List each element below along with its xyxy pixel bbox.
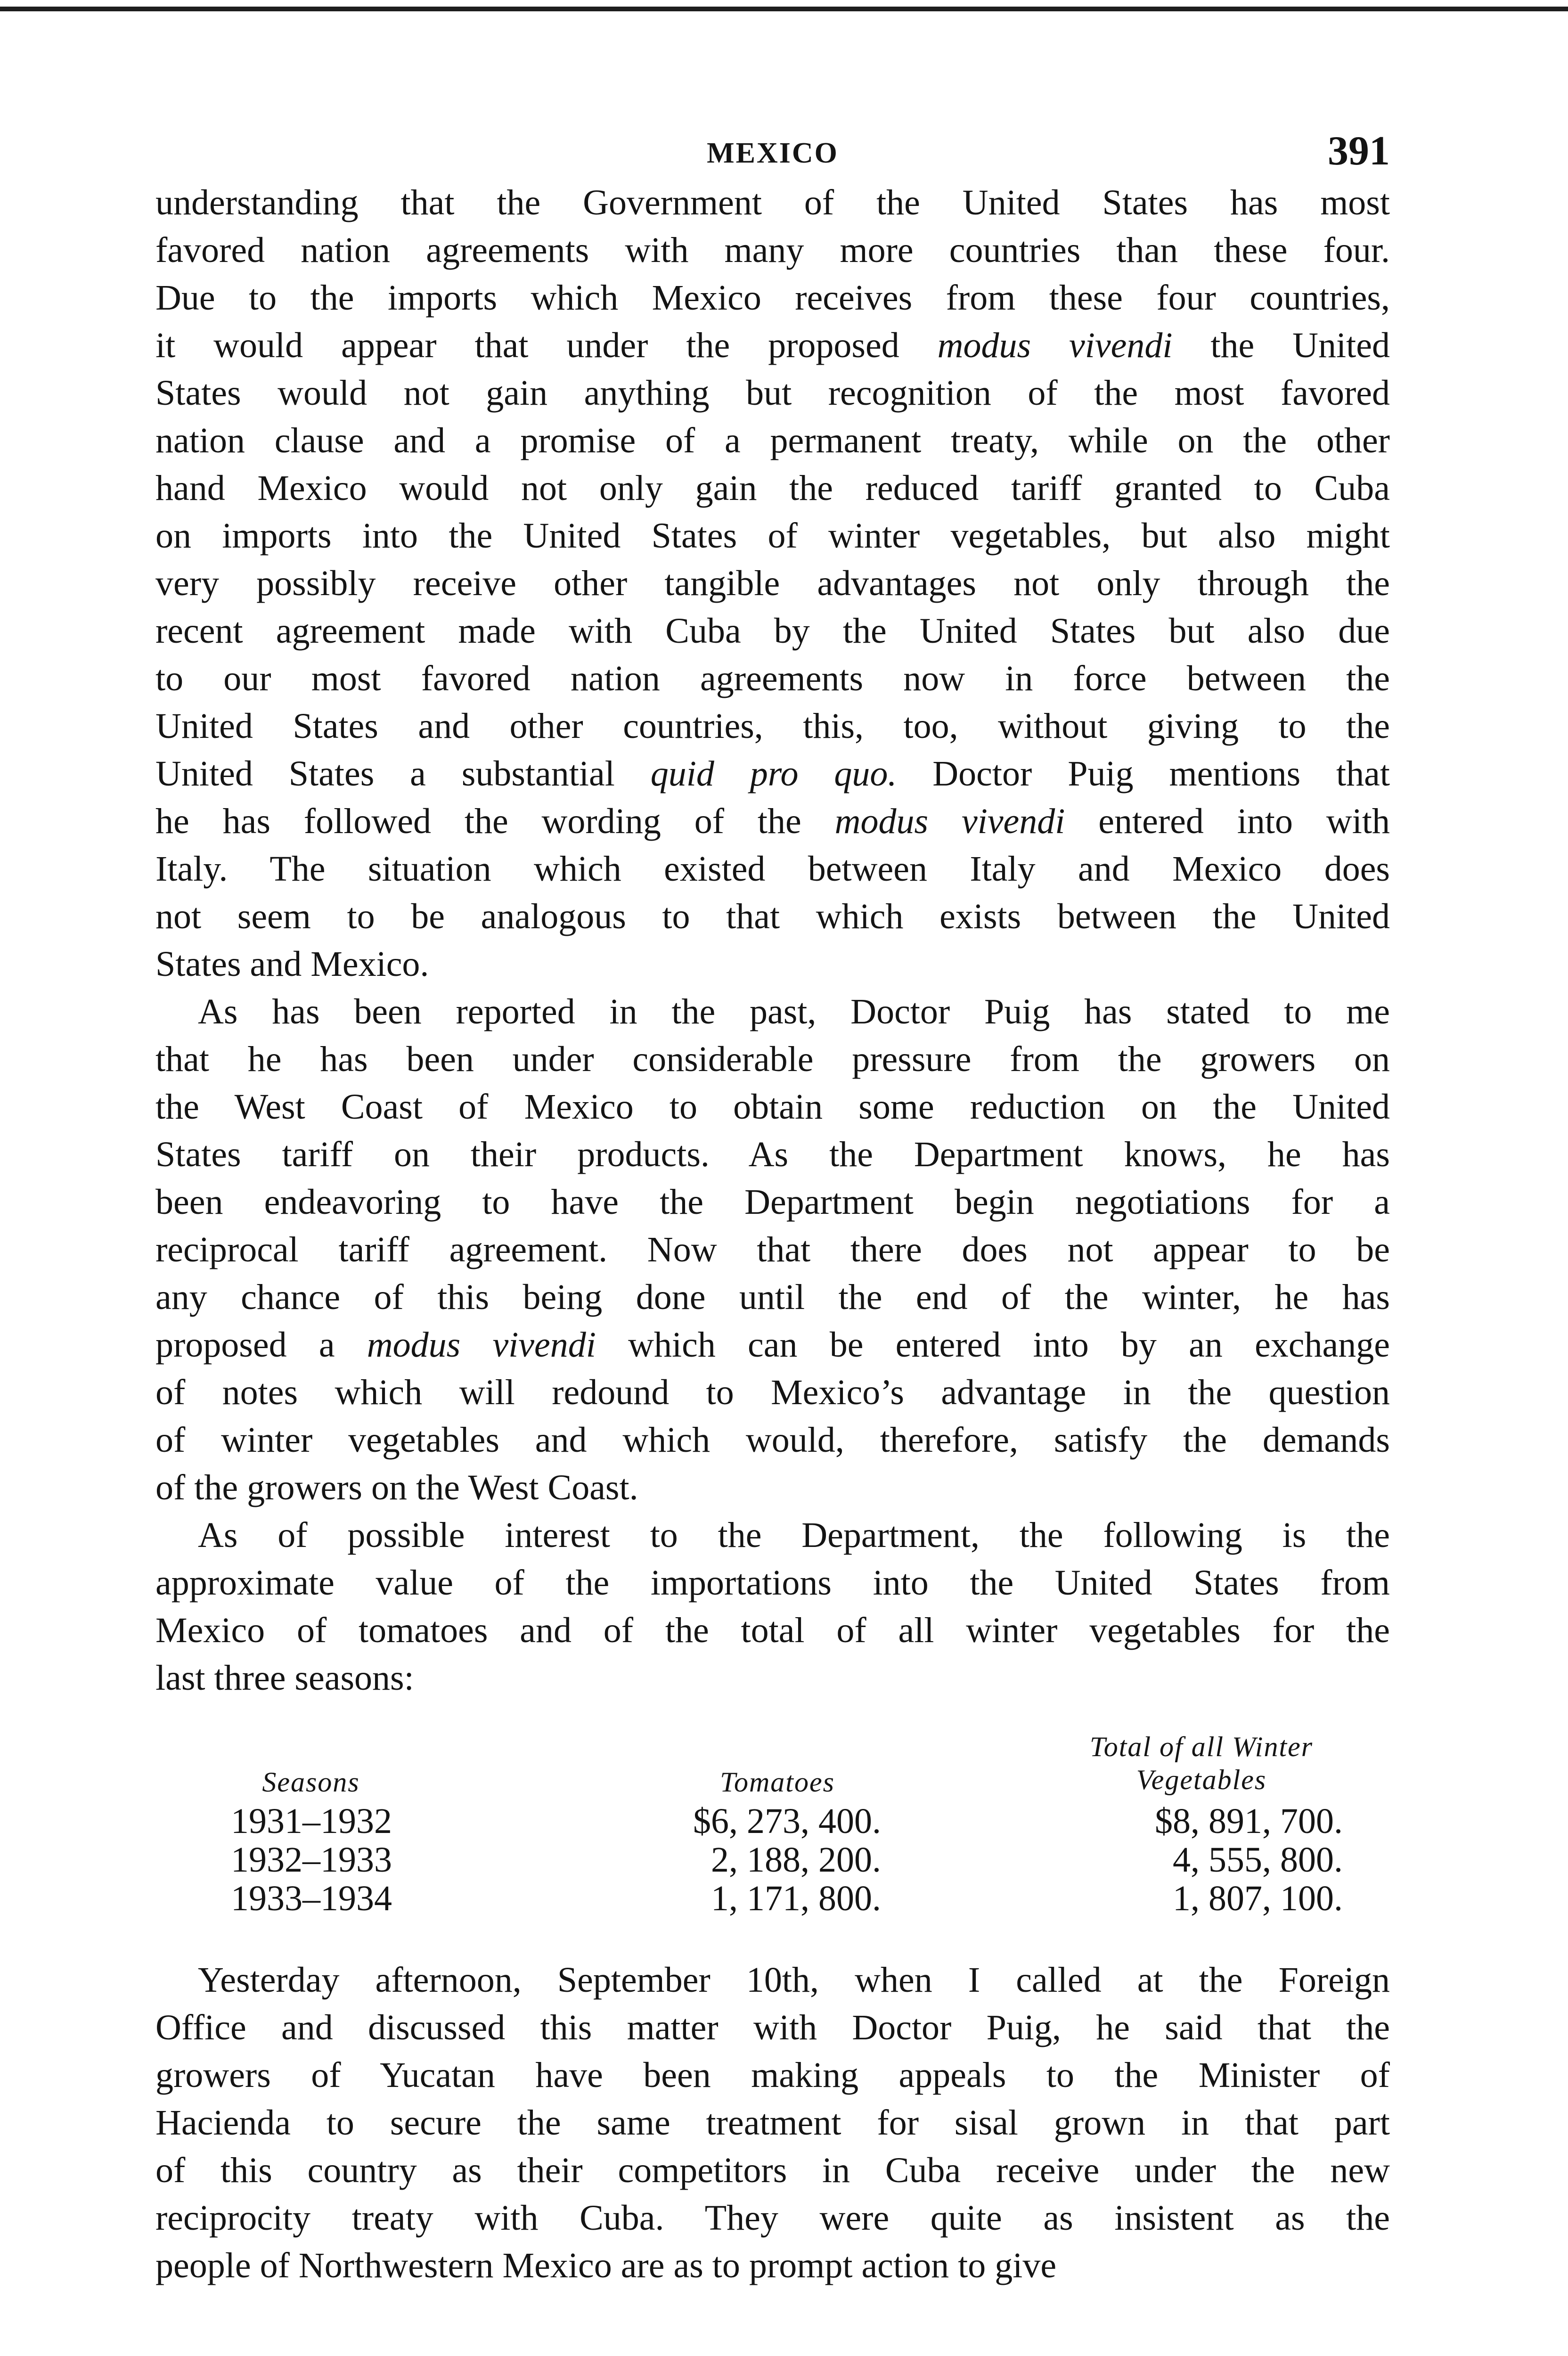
cell-season-1: 1931–1932 [231, 1801, 392, 1841]
text-line: growers of Yucatan have been making appeals to the Minister of [155, 2055, 1390, 2095]
cell-tomatoes-2: 2, 188, 200. [711, 1840, 881, 1880]
header-total-line-1: Total of all Winter [1089, 1731, 1314, 1762]
text-line: proposed a modus vivendi which can be entered into by an exchange [155, 1325, 1390, 1365]
text-line: the West Coast of Mexico to obtain some reduction on the United [155, 1087, 1390, 1127]
text-line: As of possible interest to the Department, the following is the [198, 1515, 1390, 1555]
text-line: States tariff on their products. As the Department knows, he has [155, 1135, 1390, 1174]
cell-season-3: 1933–1934 [231, 1879, 392, 1918]
cell-tomatoes-1: $6, 273, 400. [693, 1801, 881, 1841]
text-line: he has followed the wording of the modus vivendi entered into with [155, 802, 1390, 841]
text-line: people of Northwestern Mexico are as to prompt action to give [155, 2246, 1057, 2285]
text-line: been endeavoring to have the Department begin negotiations for a [155, 1182, 1390, 1222]
text-line: approximate value of the importations into the United States from [155, 1563, 1390, 1603]
text-line: of the growers on the West Coast. [155, 1468, 638, 1507]
text-line: to our most favored nation agreements now in force between the [155, 659, 1390, 698]
header-seasons: Seasons [262, 1767, 360, 1798]
italic-phrase: modus vivendi [834, 802, 1065, 841]
header-total [1004, 1730, 1399, 1796]
text-line: States and Mexico. [155, 944, 429, 984]
document-page [155, 118, 1390, 2290]
text-line: United States and other countries, this, too, without giving to the [155, 706, 1390, 746]
text-line: not seem to be analogous to that which exists between the United [155, 897, 1390, 936]
imports-table [155, 1716, 1390, 1918]
text-line: Mexico of tomatoes and of the total of all winter vegetables for the [155, 1611, 1390, 1650]
cell-total-3: 1, 807, 100. [1173, 1879, 1343, 1918]
text-line: States would not gain anything but recognition of the most favored [155, 373, 1390, 413]
page-header [155, 118, 1390, 179]
text-line: of notes which will redound to Mexico’s advantage in the question [155, 1373, 1390, 1412]
text-line: on imports into the United States of winter vegetables, but also might [155, 516, 1390, 556]
text-line: very possibly receive other tangible advantages not only through the [155, 564, 1390, 603]
text-line: hand Mexico would not only gain the reduced tariff granted to Cuba [155, 468, 1390, 508]
top-rule [0, 7, 1568, 11]
text-line: that he has been under considerable pressure from the growers on [155, 1039, 1390, 1079]
text-line: of this country as their competitors in Cuba receive under the new [155, 2151, 1390, 2190]
text-line: recent agreement made with Cuba by the United States but also due [155, 611, 1390, 651]
cell-season-2: 1932–1933 [231, 1840, 392, 1880]
text-line: Due to the imports which Mexico receives from these four countries, [155, 278, 1390, 318]
paragraph-1 [155, 179, 1390, 988]
text-line: understanding that the Government of the United States has most [155, 183, 1390, 222]
cell-total-2: 4, 555, 800. [1173, 1840, 1343, 1880]
text-line: favored nation agreements with many more countries than these four. [155, 230, 1390, 270]
text-line: nation clause and a promise of a permanent treaty, while on the other [155, 421, 1390, 460]
text-line: As has been reported in the past, Doctor Puig has stated to me [198, 992, 1390, 1031]
text-line: any chance of this being done until the end of the winter, he has [155, 1277, 1390, 1317]
text-line: Yesterday afternoon, September 10th, when I called at the Foreign [198, 1960, 1390, 2000]
italic-phrase: modus vivendi [367, 1325, 596, 1365]
text-line: last three seasons: [155, 1658, 414, 1698]
paragraph-2 [155, 988, 1390, 1512]
text-line: Hacienda to secure the same treatment for sisal grown in that part [155, 2103, 1390, 2143]
text-line: reciprocal tariff agreement. Now that there does not appear to be [155, 1230, 1390, 1269]
text-line: reciprocity treaty with Cuba. They were quite as insistent as the [155, 2198, 1390, 2238]
italic-phrase: quid pro quo. [650, 754, 897, 794]
page-number: 391 [1328, 128, 1390, 174]
italic-phrase: modus vivendi [937, 326, 1173, 365]
cell-tomatoes-3: 1, 171, 800. [711, 1879, 881, 1918]
header-total-line-2: Vegetables [1136, 1764, 1267, 1795]
text-line: it would appear that under the proposed modus vivendi the United [155, 326, 1390, 365]
header-tomatoes: Tomatoes [720, 1767, 835, 1798]
cell-total-1: $8, 891, 700. [1155, 1801, 1343, 1841]
text-line: United States a substantial quid pro quo. Doctor Puig mentions that [155, 754, 1390, 794]
paragraph-3 [155, 1512, 1390, 1702]
text-line: Italy. The situation which existed between Italy and Mexico does [155, 849, 1390, 889]
closing-paragraph [155, 1956, 1390, 2290]
running-head: MEXICO [707, 137, 839, 169]
text-line: of winter vegetables and which would, therefore, satisfy the demands [155, 1420, 1390, 1460]
text-line: Office and discussed this matter with Doctor Puig, he said that the [155, 2008, 1390, 2047]
